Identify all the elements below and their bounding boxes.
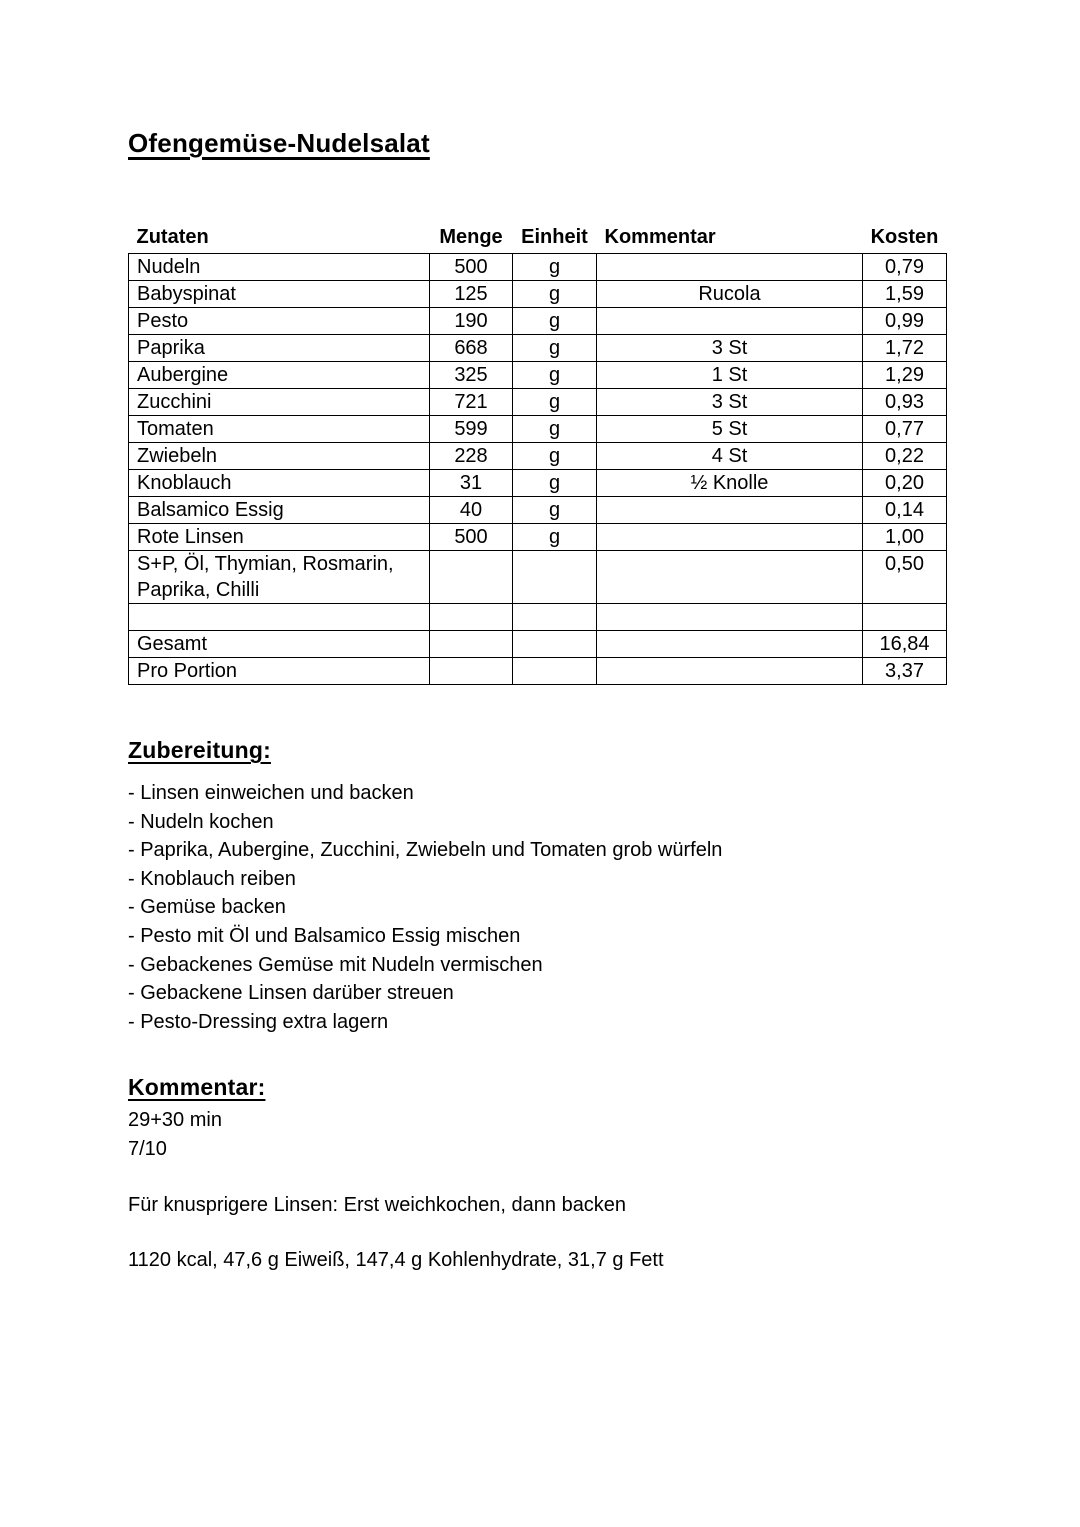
cell-einheit	[513, 658, 597, 685]
cell-menge: 31	[430, 470, 513, 497]
cell-einheit: g	[513, 470, 597, 497]
cell-kosten: 0,50	[863, 551, 947, 604]
cell-menge: 668	[430, 335, 513, 362]
zubereitung-step: - Linsen einweichen und backen	[128, 782, 414, 804]
cell-einheit	[513, 604, 597, 631]
cell-kosten: 0,79	[863, 254, 947, 281]
kommentar-heading: Kommentar:	[128, 1074, 266, 1101]
cell-einheit	[513, 551, 597, 604]
cell-kosten	[863, 604, 947, 631]
cell-einheit: g	[513, 389, 597, 416]
zubereitung-heading: Zubereitung:	[128, 737, 271, 763]
cell-kommentar	[597, 497, 863, 524]
cell-kosten: 1,29	[863, 362, 947, 389]
cell-menge	[430, 631, 513, 658]
cell-kosten: 1,00	[863, 524, 947, 551]
cell-menge	[430, 658, 513, 685]
table-row	[129, 389, 947, 416]
col-header-einheit: Einheit	[521, 226, 588, 248]
table-row	[129, 551, 947, 604]
cell-zutat: Pro Portion	[129, 658, 430, 685]
cell-kosten: 0,77	[863, 416, 947, 443]
note-line: Für knusprigere Linsen: Erst weichkochen, dann backen	[128, 1193, 627, 1216]
cell-kommentar	[597, 658, 863, 685]
cell-kosten: 0,99	[863, 308, 947, 335]
cell-menge: 228	[430, 443, 513, 470]
table-row	[129, 362, 947, 389]
cell-kommentar: Rucola	[597, 281, 863, 308]
recipe-title: Ofengemüse-Nudelsalat	[128, 128, 430, 158]
cell-zutat: Paprika	[129, 335, 430, 362]
cell-kosten: 0,20	[863, 470, 947, 497]
cell-kommentar	[597, 631, 863, 658]
cell-kommentar	[597, 254, 863, 281]
table-header-row	[129, 225, 947, 254]
cell-menge: 190	[430, 308, 513, 335]
cell-kommentar: ½ Knolle	[597, 470, 863, 497]
cell-zutat: Aubergine	[129, 362, 430, 389]
cell-einheit: g	[513, 416, 597, 443]
table-row	[129, 308, 947, 335]
zubereitung-step: - Gebackene Linsen darüber streuen	[128, 982, 454, 1005]
cell-menge	[430, 604, 513, 631]
cell-einheit: g	[513, 497, 597, 524]
table-row	[129, 470, 947, 497]
table-row	[129, 335, 947, 362]
table-row	[129, 281, 947, 308]
cell-kommentar	[597, 524, 863, 551]
table-row	[129, 524, 947, 551]
zubereitung-step: - Gebackenes Gemüse mit Nudeln vermischen	[128, 953, 543, 976]
cell-einheit: g	[513, 335, 597, 362]
col-header-kommentar: Kommentar	[604, 226, 716, 248]
cell-einheit: g	[513, 254, 597, 281]
cell-kosten: 3,37	[863, 658, 947, 685]
zubereitung-step: - Pesto-Dressing extra lagern	[128, 1010, 389, 1033]
cell-kosten: 16,84	[863, 631, 947, 658]
table-row	[129, 416, 947, 443]
cell-kosten: 0,93	[863, 389, 947, 416]
cell-menge: 500	[430, 254, 513, 281]
col-header-zutaten: Zutaten	[136, 226, 209, 248]
cell-zutat: Tomaten	[129, 416, 430, 443]
cell-kosten: 1,59	[863, 281, 947, 308]
zubereitung-steps	[128, 779, 1020, 1036]
col-header-menge: Menge	[439, 226, 503, 248]
cell-kommentar: 1 St	[597, 362, 863, 389]
zubereitung-step: - Paprika, Aubergine, Zucchini, Zwiebeln und Tomaten grob würfeln	[128, 839, 723, 862]
cell-zutat: Pesto	[129, 308, 430, 335]
cell-zutat: Zucchini	[129, 389, 430, 416]
cell-menge	[430, 551, 513, 604]
cell-menge: 125	[430, 281, 513, 308]
cell-menge: 599	[430, 416, 513, 443]
kommentar-rating-line: 7/10	[128, 1137, 167, 1160]
cell-zutat: S+P, Öl, Thymian, Rosmarin, Paprika, Chilli	[129, 551, 430, 604]
col-header-kosten: Kosten	[870, 226, 939, 248]
cell-zutat: Knoblauch	[129, 470, 430, 497]
nutrition-line: 1120 kcal, 47,6 g Eiweiß, 147,4 g Kohlenhydrate, 31,7 g Fett	[128, 1249, 664, 1272]
zubereitung-step: - Knoblauch reiben	[128, 867, 296, 890]
ingredients-table	[128, 225, 947, 685]
cell-zutat	[129, 604, 430, 631]
cell-kosten: 0,22	[863, 443, 947, 470]
cell-kommentar: 5 St	[597, 416, 863, 443]
cell-kommentar	[597, 308, 863, 335]
cell-kommentar: 4 St	[597, 443, 863, 470]
kommentar-lines	[128, 1106, 1020, 1163]
cell-kommentar	[597, 551, 863, 604]
cell-einheit: g	[513, 443, 597, 470]
cell-zutat: Zwiebeln	[129, 443, 430, 470]
cell-menge: 500	[430, 524, 513, 551]
cell-kommentar: 3 St	[597, 389, 863, 416]
table-row	[129, 443, 947, 470]
cell-kosten: 1,72	[863, 335, 947, 362]
cell-menge: 40	[430, 497, 513, 524]
zubereitung-step: - Pesto mit Öl und Balsamico Essig mischen	[128, 924, 521, 947]
cell-einheit: g	[513, 524, 597, 551]
cell-menge: 325	[430, 362, 513, 389]
cell-zutat: Nudeln	[129, 254, 430, 281]
zubereitung-step: - Nudeln kochen	[128, 810, 274, 833]
table-row-spacer	[129, 604, 947, 631]
table-row-pro-portion	[129, 658, 947, 685]
kommentar-time-line: 29+30 min	[128, 1109, 222, 1132]
cell-kommentar	[597, 604, 863, 631]
cell-kosten: 0,14	[863, 497, 947, 524]
cell-zutat: Rote Linsen	[129, 524, 430, 551]
table-row	[129, 254, 947, 281]
cell-zutat: Babyspinat	[129, 281, 430, 308]
cell-menge: 721	[430, 389, 513, 416]
cell-einheit: g	[513, 281, 597, 308]
cell-einheit	[513, 631, 597, 658]
cell-einheit: g	[513, 308, 597, 335]
cell-zutat: Gesamt	[129, 631, 430, 658]
table-row	[129, 497, 947, 524]
cell-zutat: Balsamico Essig	[129, 497, 430, 524]
cell-kommentar: 3 St	[597, 335, 863, 362]
table-row-gesamt	[129, 631, 947, 658]
cell-einheit: g	[513, 362, 597, 389]
zubereitung-step: - Gemüse backen	[128, 896, 286, 919]
